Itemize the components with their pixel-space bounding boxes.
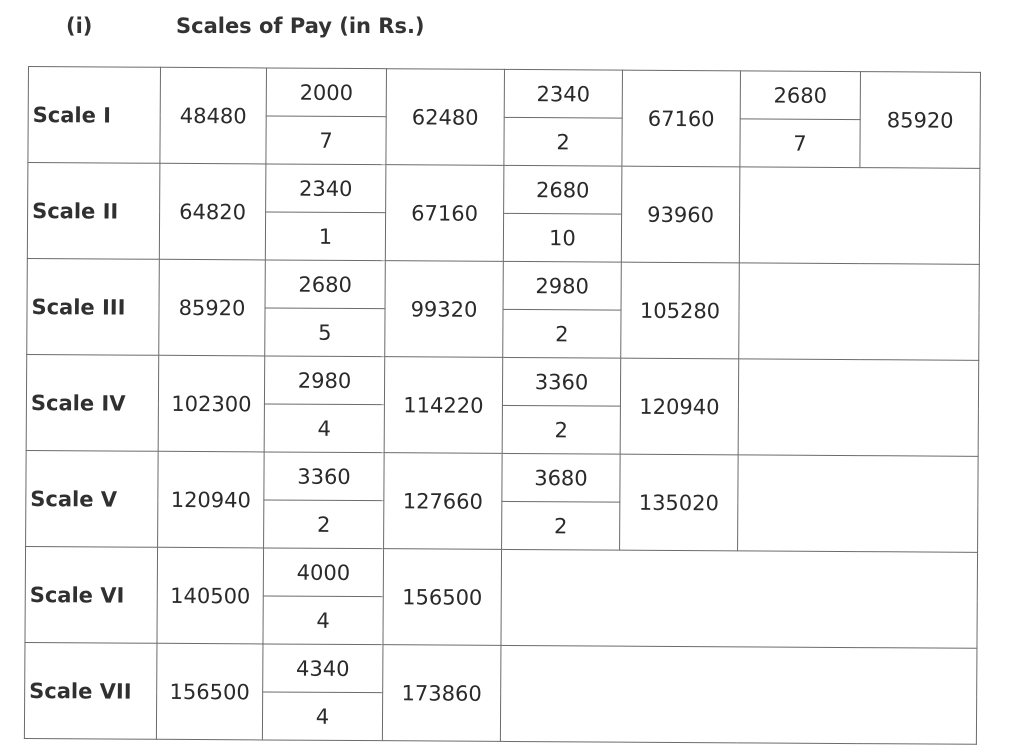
table-row	[28, 163, 980, 217]
increment-count: 7	[740, 119, 860, 168]
max-pay: 85920	[860, 72, 981, 169]
max-pay: 93960	[621, 166, 740, 263]
start-pay: 156500	[156, 643, 263, 740]
stage-pay: 114220	[384, 357, 503, 454]
increment-count: 5	[265, 308, 385, 357]
increment-amount: 3680	[502, 453, 620, 502]
increment-amount: 2340	[504, 69, 622, 118]
stage-pay: 127660	[384, 453, 503, 550]
empty-cell	[500, 645, 977, 744]
increment-amount: 2680	[265, 260, 385, 309]
stage-pay: 99320	[385, 261, 504, 358]
scale-label: Scale IV	[26, 354, 159, 451]
increment-amount: 4000	[263, 548, 383, 597]
increment-count: 4	[262, 692, 382, 741]
increment-count: 1	[265, 212, 385, 261]
increment-count: 2	[502, 405, 620, 454]
increment-amount: 2680	[740, 71, 860, 120]
max-pay: 135020	[620, 454, 739, 551]
increment-amount: 2980	[264, 356, 384, 405]
empty-cell	[738, 455, 979, 552]
increment-amount: 4340	[263, 644, 383, 693]
increment-amount: 3360	[264, 452, 384, 501]
scale-label: Scale III	[27, 258, 160, 355]
scale-label: Scale II	[27, 163, 160, 260]
increment-amount: 3360	[502, 357, 620, 406]
table-row	[27, 258, 979, 312]
table-row	[26, 354, 978, 408]
increment-amount: 2980	[503, 261, 621, 310]
increment-count: 7	[266, 116, 386, 165]
increment-amount: 2680	[504, 165, 622, 214]
max-pay: 105280	[621, 262, 740, 359]
scale-label: Scale V	[26, 450, 159, 547]
table-row	[25, 546, 977, 600]
pay-scales-table	[24, 66, 981, 745]
start-pay: 48480	[160, 67, 267, 164]
increment-count: 2	[502, 501, 620, 550]
increment-count: 4	[263, 596, 383, 645]
increment-count: 2	[503, 309, 621, 358]
table-row	[28, 67, 980, 121]
stage-pay: 62480	[386, 69, 505, 166]
table-row	[26, 450, 978, 504]
empty-cell	[501, 549, 978, 648]
section-heading	[66, 14, 425, 38]
start-pay: 64820	[159, 163, 266, 260]
start-pay: 120940	[158, 451, 265, 548]
increment-count: 4	[264, 404, 384, 453]
increment-count: 2	[504, 117, 622, 166]
empty-cell	[739, 167, 980, 264]
increment-amount: 2340	[266, 164, 386, 213]
start-pay: 85920	[159, 259, 266, 356]
increment-amount: 2000	[266, 68, 386, 117]
start-pay: 102300	[158, 355, 265, 452]
table-row	[25, 642, 977, 696]
section-title: Scales of Pay (in Rs.)	[176, 14, 425, 38]
increment-count: 2	[264, 500, 384, 549]
start-pay: 140500	[157, 547, 264, 644]
section-number: (i)	[66, 14, 93, 38]
stage-pay: 67160	[385, 165, 504, 262]
scale-label: Scale VII	[24, 642, 157, 739]
increment-count: 10	[503, 213, 621, 262]
scale-label: Scale I	[28, 67, 161, 164]
max-pay: 156500	[383, 549, 502, 646]
max-pay: 120940	[620, 358, 739, 455]
empty-cell	[739, 263, 980, 360]
empty-cell	[738, 359, 979, 456]
stage-pay: 67160	[622, 70, 741, 167]
max-pay: 173860	[382, 645, 501, 742]
scale-label: Scale VI	[25, 546, 158, 643]
